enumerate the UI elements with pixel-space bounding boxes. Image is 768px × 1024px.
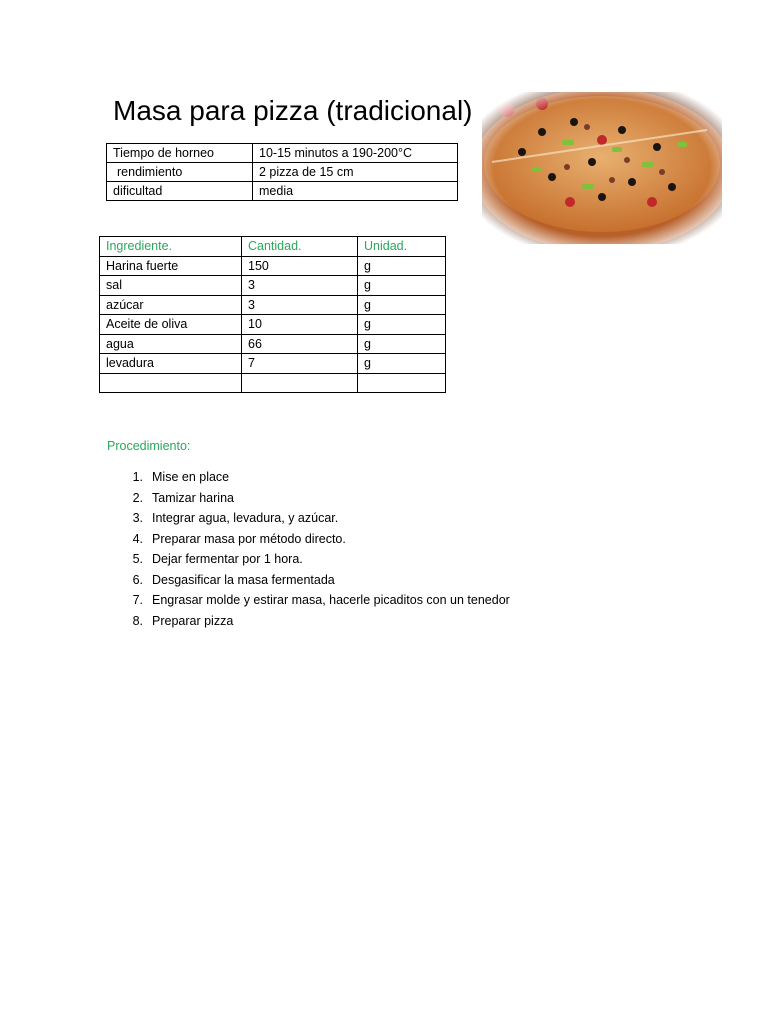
- info-value: media: [253, 182, 458, 201]
- step-text: Mise en place: [152, 470, 230, 484]
- table-row: [107, 163, 458, 182]
- ingredient-name: agua: [100, 334, 242, 354]
- step-number: 8.: [132, 613, 143, 628]
- step-text: Preparar masa por método directo.: [152, 531, 346, 546]
- list-item: [107, 611, 510, 632]
- info-label: rendimiento: [107, 163, 253, 182]
- list-item: [107, 570, 510, 591]
- pizza-photo: [482, 92, 722, 244]
- step-text: Engrasar molde y estirar masa, hacerle picaditos con un tenedor: [152, 593, 510, 607]
- ingredient-unit: g: [358, 276, 446, 296]
- step-number: 7.: [132, 593, 143, 607]
- recipe-info-table: [106, 143, 458, 201]
- step-number: 4.: [132, 531, 143, 546]
- info-label: Tiempo de horneo: [107, 144, 253, 163]
- ingredient-quantity: [242, 373, 358, 393]
- ingredient-name: [100, 373, 242, 393]
- table-row-empty: [100, 373, 446, 393]
- ingredient-unit: g: [358, 295, 446, 315]
- step-text: Preparar pizza: [152, 613, 234, 628]
- list-item: [107, 467, 510, 488]
- info-label: dificultad: [107, 182, 253, 201]
- table-row: [100, 334, 446, 354]
- step-number: 2.: [132, 490, 143, 505]
- table-row: [107, 182, 458, 201]
- table-row: [100, 256, 446, 276]
- column-header-ingredient: Ingrediente.: [100, 237, 242, 257]
- list-item: [107, 590, 510, 611]
- table-row: [100, 315, 446, 335]
- table-header-row: [100, 237, 446, 257]
- ingredient-quantity: 66: [242, 334, 358, 354]
- step-number: 3.: [132, 511, 143, 525]
- step-number: 1.: [132, 470, 143, 484]
- ingredient-name: levadura: [100, 354, 242, 374]
- ingredient-quantity: 10: [242, 315, 358, 335]
- column-header-quantity: Cantidad.: [242, 237, 358, 257]
- info-value: 2 pizza de 15 cm: [253, 163, 458, 182]
- table-row: [100, 354, 446, 374]
- ingredient-name: sal: [100, 276, 242, 296]
- step-number: 6.: [132, 572, 143, 587]
- ingredient-unit: g: [358, 354, 446, 374]
- step-text: Tamizar harina: [152, 490, 234, 505]
- table-row: [100, 276, 446, 296]
- ingredient-unit: g: [358, 256, 446, 276]
- ingredient-quantity: 3: [242, 295, 358, 315]
- ingredient-quantity: 150: [242, 256, 358, 276]
- step-number: 5.: [132, 552, 143, 566]
- list-item: [107, 549, 510, 570]
- list-item: [107, 508, 510, 529]
- column-header-unit: Unidad.: [358, 237, 446, 257]
- table-row: [100, 295, 446, 315]
- ingredient-name: Aceite de oliva: [100, 315, 242, 335]
- procedure-steps-list: [107, 467, 510, 631]
- procedure-heading: Procedimiento:: [107, 439, 191, 453]
- list-item: [107, 488, 510, 509]
- step-text: Integrar agua, levadura, y azúcar.: [152, 511, 339, 525]
- step-text: Dejar fermentar por 1 hora.: [152, 552, 303, 566]
- page-title: Masa para pizza (tradicional): [113, 95, 473, 126]
- ingredient-quantity: 7: [242, 354, 358, 374]
- ingredient-unit: [358, 373, 446, 393]
- ingredient-name: Harina fuerte: [100, 256, 242, 276]
- info-value: 10-15 minutos a 190-200°C: [253, 144, 458, 163]
- ingredient-unit: g: [358, 315, 446, 335]
- ingredients-table: [99, 236, 446, 393]
- step-text: Desgasificar la masa fermentada: [152, 572, 335, 587]
- ingredient-unit: g: [358, 334, 446, 354]
- ingredient-name: azúcar: [100, 295, 242, 315]
- list-item: [107, 529, 510, 550]
- table-row: [107, 144, 458, 163]
- ingredient-quantity: 3: [242, 276, 358, 296]
